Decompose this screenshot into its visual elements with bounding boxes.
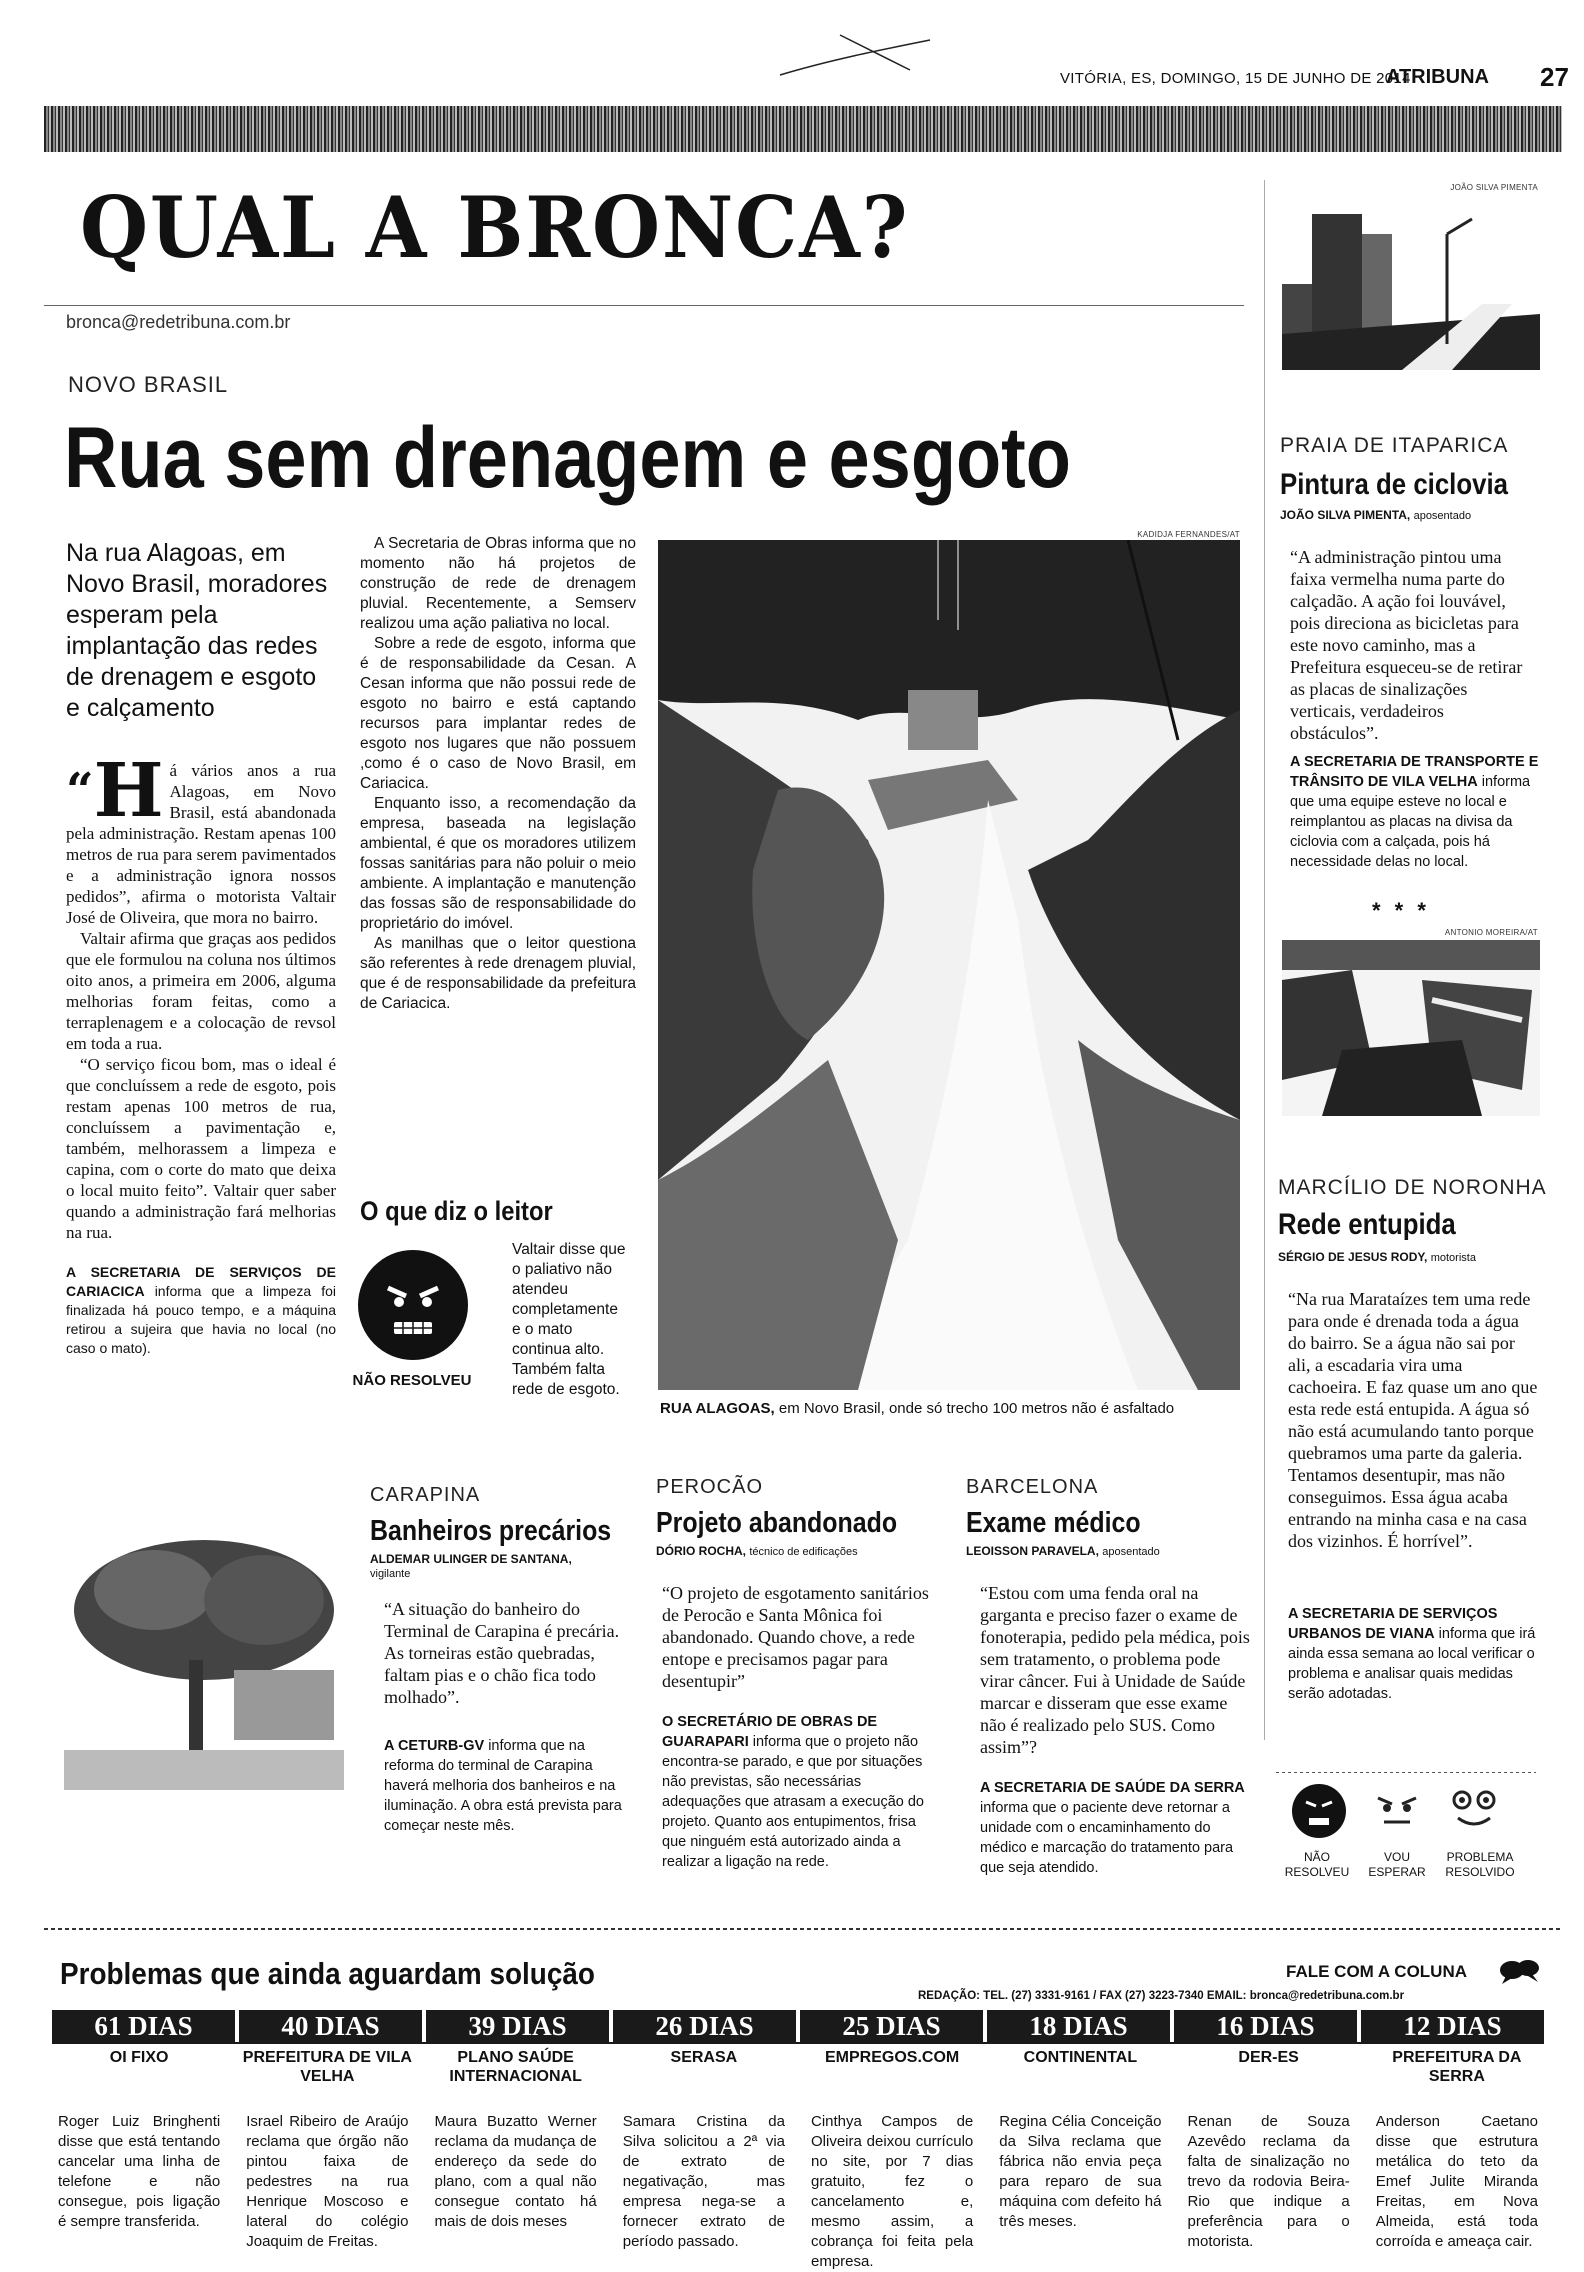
days-1: 40 DIAS xyxy=(239,2010,426,2042)
days-6: 16 DIAS xyxy=(1174,2010,1361,2042)
days-5: 18 DIAS xyxy=(987,2010,1174,2042)
pending-item: DER-ES Renan de Souza Azevêdo reclama da falta de sinalização no trevo da rodovia Beira-Rio que indique a preferência para o motorista. xyxy=(1187,2049,1350,2250)
story-barcelona-quote: “Estou com uma fenda oral na garganta e preciso fazer o exame de fonoterapia, pedido pela médica, pois sem tratamento, o problema pode virar câncer. Fui à Unidade de Saúde marcar e disseram que esse exame não é realizado pelo SUS. Como assim”? xyxy=(980,1583,1250,1757)
main-col1 xyxy=(66,748,337,1358)
separator-stars: * * * xyxy=(1372,898,1430,923)
days-row xyxy=(52,2010,1544,2044)
main-response-text: informa que a limpeza foi finalizada há pouco tempo, e a máquina retirou a sujeira que havia no local (no caso o mato). xyxy=(66,1283,337,1356)
right-photo1 xyxy=(1282,194,1540,370)
tree-photo xyxy=(64,1520,344,1790)
main-p1: á vários anos a rua Alagoas, em Novo Brasil, está abandonada pela administração. Restam apenas 100 metros de rua para serem pavimentados e a administração ignora nossos pedidos”, afirma o motorista Valtair José de Oliveira, que mora no bairro. xyxy=(66,761,336,927)
pending-item: OI FIXO Roger Luiz Bringhenti disse que está tentando cancelar uma linha de telefone e não consegue, pois ligação é sempre transferida. xyxy=(58,2049,221,2230)
story-barcelona-headline: Exame médico xyxy=(966,1507,1141,1539)
newspaper-name: ATRIBUNA xyxy=(1386,66,1489,88)
header-band xyxy=(44,106,1562,152)
legend-waiting: VOU ESPERAR xyxy=(1368,1850,1426,1879)
right-response-2: A SECRETARIA DE SERVIÇOS URBANOS DE VIANA informa que irá ainda essa semana ao local verificar o problema e analisar quais medidas serão adotadas. xyxy=(1288,1606,1536,1702)
contact-line[interactable]: REDAÇÃO: TEL. (27) 3331-9161 / FAX (27) 3223-7340 EMAIL: bronca@redetribuna.com.br xyxy=(918,1990,1405,2002)
right-photo2 xyxy=(1282,940,1540,1116)
right-photo1-credit: JOÃO SILVA PIMENTA xyxy=(1450,183,1538,192)
main-c2p1: A Secretaria de Obras informa que no momento não há projetos de construção de rede de drenagem pluvial. Recentemente, a Semserv realizou uma ação paliativa no local. xyxy=(360,535,636,632)
legend-resolved: PROBLEMA RESOLVIDO xyxy=(1445,1850,1515,1879)
right-quote-1: “A administração pintou uma faixa vermelha numa parte do calçadão. A ação foi louvável, pois direciona as bicicletas para este novo caminho, mas a Prefeitura esqueceu-se de retirar as placas de sinalizações verticais, verdadeiros obstáculos”. xyxy=(1290,547,1523,743)
caption-lead: RUA ALAGOAS, xyxy=(660,1400,775,1417)
days-2: 39 DIAS xyxy=(426,2010,613,2042)
angry-face-icon xyxy=(358,1250,468,1360)
story-perocao-headline: Projeto abandonado xyxy=(656,1507,898,1539)
story-carapina-response: A CETURB-GV informa que na reforma do terminal de Carapina haverá melhoria dos banheiros e na iluminação. A obra está prevista para começar neste mês. xyxy=(384,1738,622,1834)
legend-rule xyxy=(1276,1772,1536,1773)
main-p2: Valtair afirma que graças aos pedidos que ele formulou na coluna nos últimos oito anos, a primeira em 2006, alguma melhorias foram feitas, como a terraplenagem e a colocação de revsol em toda a rua. xyxy=(66,929,336,1053)
bottom-title: Problemas que ainda aguardam solução xyxy=(60,1956,595,1991)
main-p3: “O serviço ficou bom, mas o ideal é que concluíssem a rede de esgoto, pois restam apenas 100 metros de rua, concluíssem a pavimentação e, também, melhorassem a limpeza e capina, com o corte do mato que deixa o local muito feito”. Valtair quer saber quando a administração fará melhorias na rua. xyxy=(66,1055,336,1242)
story-perocao-kicker: PEROCÃO xyxy=(656,1476,764,1498)
dateline: VITÓRIA, ES, DOMINGO, 15 DE JUNHO DE 2014 xyxy=(1060,70,1411,87)
right-response-1: A SECRETARIA DE TRANSPORTE E TRÂNSITO DE VILA VELHA informa que uma equipe esteve no local e reimplantou as placas na divisa da ciclovia com a calçada, pois há necessidade delas no local. xyxy=(1290,754,1539,870)
right-headline-2: Rede entupida xyxy=(1278,1208,1456,1241)
legend-not-resolved: NÃO RESOLVEU xyxy=(1284,1850,1350,1879)
speech-bubbles-icon xyxy=(1498,1956,1540,1988)
contact-title: FALE COM A COLUNA xyxy=(1286,1962,1468,1981)
pending-list xyxy=(52,2048,1544,2272)
main-c2p3: Enquanto isso, a recomendação da empresa, baseada na legislação ambiental, é que os moradores utilizem fossas sanitárias para não poluir o meio ambiente. A implantação e manutenção das fossas são de responsabilidade do proprietário do imóvel. xyxy=(360,795,636,932)
resolved-face-icon xyxy=(1448,1786,1500,1832)
bottom-top-rule xyxy=(44,1928,1562,1930)
story-carapina-headline: Banheiros precários xyxy=(370,1515,612,1547)
main-photo-credit: KADIDJA FERNANDES/AT xyxy=(1137,530,1240,539)
main-deck: Na rua Alagoas, em Novo Brasil, moradores esperam pela implantação das redes de drenagem e esgoto e calçamento xyxy=(66,539,328,722)
main-col2 xyxy=(360,534,636,1014)
story-carapina-quote: “A situação do banheiro do Terminal de Carapina é precária. As torneiras estão quebradas, faltam pias e o chão fica todo molhado”. xyxy=(384,1599,620,1707)
story-perocao-response: O SECRETÁRIO DE OBRAS DE GUARAPARI informa que o projeto não encontra-se parado, e que por situações não previstas, são necessárias adequações que atrasam a execução do projeto. Quanto aos entupimentos, frisa que ninguém está autorizado ainda a realizar a ligação na rede. xyxy=(662,1714,924,1870)
right-headline-1: Pintura de ciclovia xyxy=(1280,468,1508,501)
right-column-rule xyxy=(1264,180,1265,1740)
right-kicker-1: PRAIA DE ITAPARICA xyxy=(1280,434,1509,457)
right-photo2-credit: ANTONIO MOREIRA/AT xyxy=(1444,928,1538,937)
waiting-face-icon xyxy=(1374,1790,1420,1832)
page-number: 27 xyxy=(1540,62,1569,92)
story-barcelona-response: A SECRETARIA DE SAÚDE DA SERRA informa que o paciente deve retornar a unidade com o encaminhamento do médico e marcação do tratamento para que seja atendido. xyxy=(980,1780,1245,1876)
days-7: 12 DIAS xyxy=(1361,2010,1544,2042)
pending-item: SERASA Samara Cristina da Silva solicitou a 2ª via de extrato de negativação, mas empresa nega-se a fornecer extrato de período passado. xyxy=(622,2049,785,2250)
main-response xyxy=(66,1263,336,1358)
caption-text: em Novo Brasil, onde só trecho 100 metros não é asfaltado xyxy=(778,1400,1175,1417)
main-headline: Rua sem drenagem e esgoto xyxy=(64,410,1071,506)
days-4: 25 DIAS xyxy=(800,2010,987,2042)
section-email[interactable]: bronca@redetribuna.com.br xyxy=(66,312,291,332)
pending-item: PREFEITURA DE VILA VELHA Israel Ribeiro de Araújo reclama que órgão não pintou faixa de pedestres na rua Henrique Moscoso e lateral do colégio Joaquim de Freitas. xyxy=(242,2049,412,2250)
story-carapina-kicker: CARAPINA xyxy=(370,1484,481,1506)
pending-item: EMPREGOS.COM Cinthya Campos de Oliveira deixou currículo no site, por 7 dias gratuito, fez o cancelamento e, mesmo assim, a cobrança foi feita pela empresa. xyxy=(811,2049,974,2270)
main-kicker: NOVO BRASIL xyxy=(68,372,229,397)
pen-mark xyxy=(770,20,940,80)
not-resolved-face-icon xyxy=(1292,1784,1346,1838)
story-barcelona: BARCELONA Exame médico LEOISSON PARAVELA, aposentado “Estou com uma fenda oral na garganta e preciso fazer o exame de fonoterapia, pedido pela médica, pois sem tratamento, o problema pode virar câncer. Fui à Unidade de Saúde marcar e disseram que esse exame não é realizado pelo SUS. Como assim”? A SECRETARIA DE SAÚDE DA SERRA informa que o paciente deve retornar a unidade com o encaminhamento do médico e marcação do tratamento para que seja atendido. xyxy=(966,1476,1250,1876)
right-kicker-2: MARCÍLIO DE NORONHA xyxy=(1278,1176,1547,1199)
drop-cap: “H xyxy=(66,748,164,834)
main-c2p2: Sobre a rede de esgoto, informa que é de responsabilidade da Cesan. A Cesan informa que não possui rede de esgoto no bairro e está captando recursos para implantar redes de esgoto nos lugares que não possuem ,como é o caso de Novo Brasil, em Cariacica. xyxy=(360,635,636,792)
reader-title: O que diz o leitor xyxy=(360,1196,553,1226)
right-quote-2: “Na rua Marataízes tem uma rede para onde é drenada toda a água do bairro. Se a água não sai por ali, a escadaria vira uma cachoeira. E faz quase um ano que esta rede está entupida. A água só não está acumulando tanto porque quebramos uma parte da galeria. Tentamos desentupir, mas não conseguimos. Essa água acaba entrando na minha casa e na casa dos vizinhos. É horrível”. xyxy=(1288,1289,1538,1551)
main-response-lead: A SECRETARIA DE SERVIÇOS DE CARIACICA xyxy=(66,1264,336,1299)
days-3: 26 DIAS xyxy=(613,2010,800,2042)
story-perocao: PEROCÃO Projeto abandonado DÓRIO ROCHA, técnico de edificações “O projeto de esgotamento sanitários de Perocão e Santa Mônica foi abandonado. Quando chove, a rede entope e precisamos pagar para desentupir” O SECRETÁRIO DE OBRAS DE GUARAPARI informa que o projeto não encontra-se parado, e que por situações não previstas, são necessárias adequações que atrasam a execução do projeto. Quanto aos entupimentos, frisa que ninguém está autorizado ainda a realizar a ligação na rede. xyxy=(656,1476,942,1872)
days-0: 61 DIAS xyxy=(52,2010,239,2042)
main-c2p4: As manilhas que o leitor questiona são referentes à rede drenagem pluvial, que é de responsabilidade da prefeitura de Cariacica. xyxy=(360,935,636,1012)
main-caption xyxy=(660,1400,1260,1417)
reader-text: Valtair disse que o paliativo não atendeu completamente e o mato continua alto. Também falta rede de esgoto. xyxy=(512,1241,626,1398)
reader-verdict: NÃO RESOLVEU xyxy=(352,1372,472,1389)
main-photo xyxy=(658,540,1240,1390)
section-rule xyxy=(44,305,1244,306)
story-carapina: CARAPINA Banheiros precários ALDEMAR ULINGER DE SANTANA, vigilante “A situação do banheiro do Terminal de Carapina é precária. As torneiras estão quebradas, faltam pias e o chão fica todo molhado”. A CETURB-GV informa que na reforma do terminal de Carapina haverá melhoria dos banheiros e na iluminação. A obra está prevista para começar neste mês. xyxy=(370,1484,630,1836)
right-byline-2: SÉRGIO DE JESUS RODY, motorista xyxy=(1278,1250,1476,1264)
pending-item: PLANO SAÚDE INTERNACIONAL Maura Buzatto Werner reclama da mudança de endereço da sede do plano, com a qual não consegue contato há mais de dois meses xyxy=(434,2049,597,2230)
story-perocao-quote: “O projeto de esgotamento sanitários de Perocão e Santa Mônica foi abandonado. Quando chove, a rede entope e precisamos pagar para desentupir” xyxy=(662,1583,929,1691)
pending-item: PREFEITURA DA SERRA Anderson Caetano disse que estrutura metálica do teto da Emef Julite Miranda Freitas, em Nova Almeida, está toda corroída e ameaça cair. xyxy=(1375,2049,1538,2250)
right-byline-1: JOÃO SILVA PIMENTA, aposentado xyxy=(1280,508,1472,522)
story-barcelona-kicker: BARCELONA xyxy=(966,1476,1099,1498)
section-title: QUAL A BRONCA? xyxy=(80,178,910,277)
pending-item: CONTINENTAL Regina Célia Conceição da Silva reclama que fábrica não envia peça para reparo de sua máquina com defeito há três meses. xyxy=(999,2049,1162,2230)
